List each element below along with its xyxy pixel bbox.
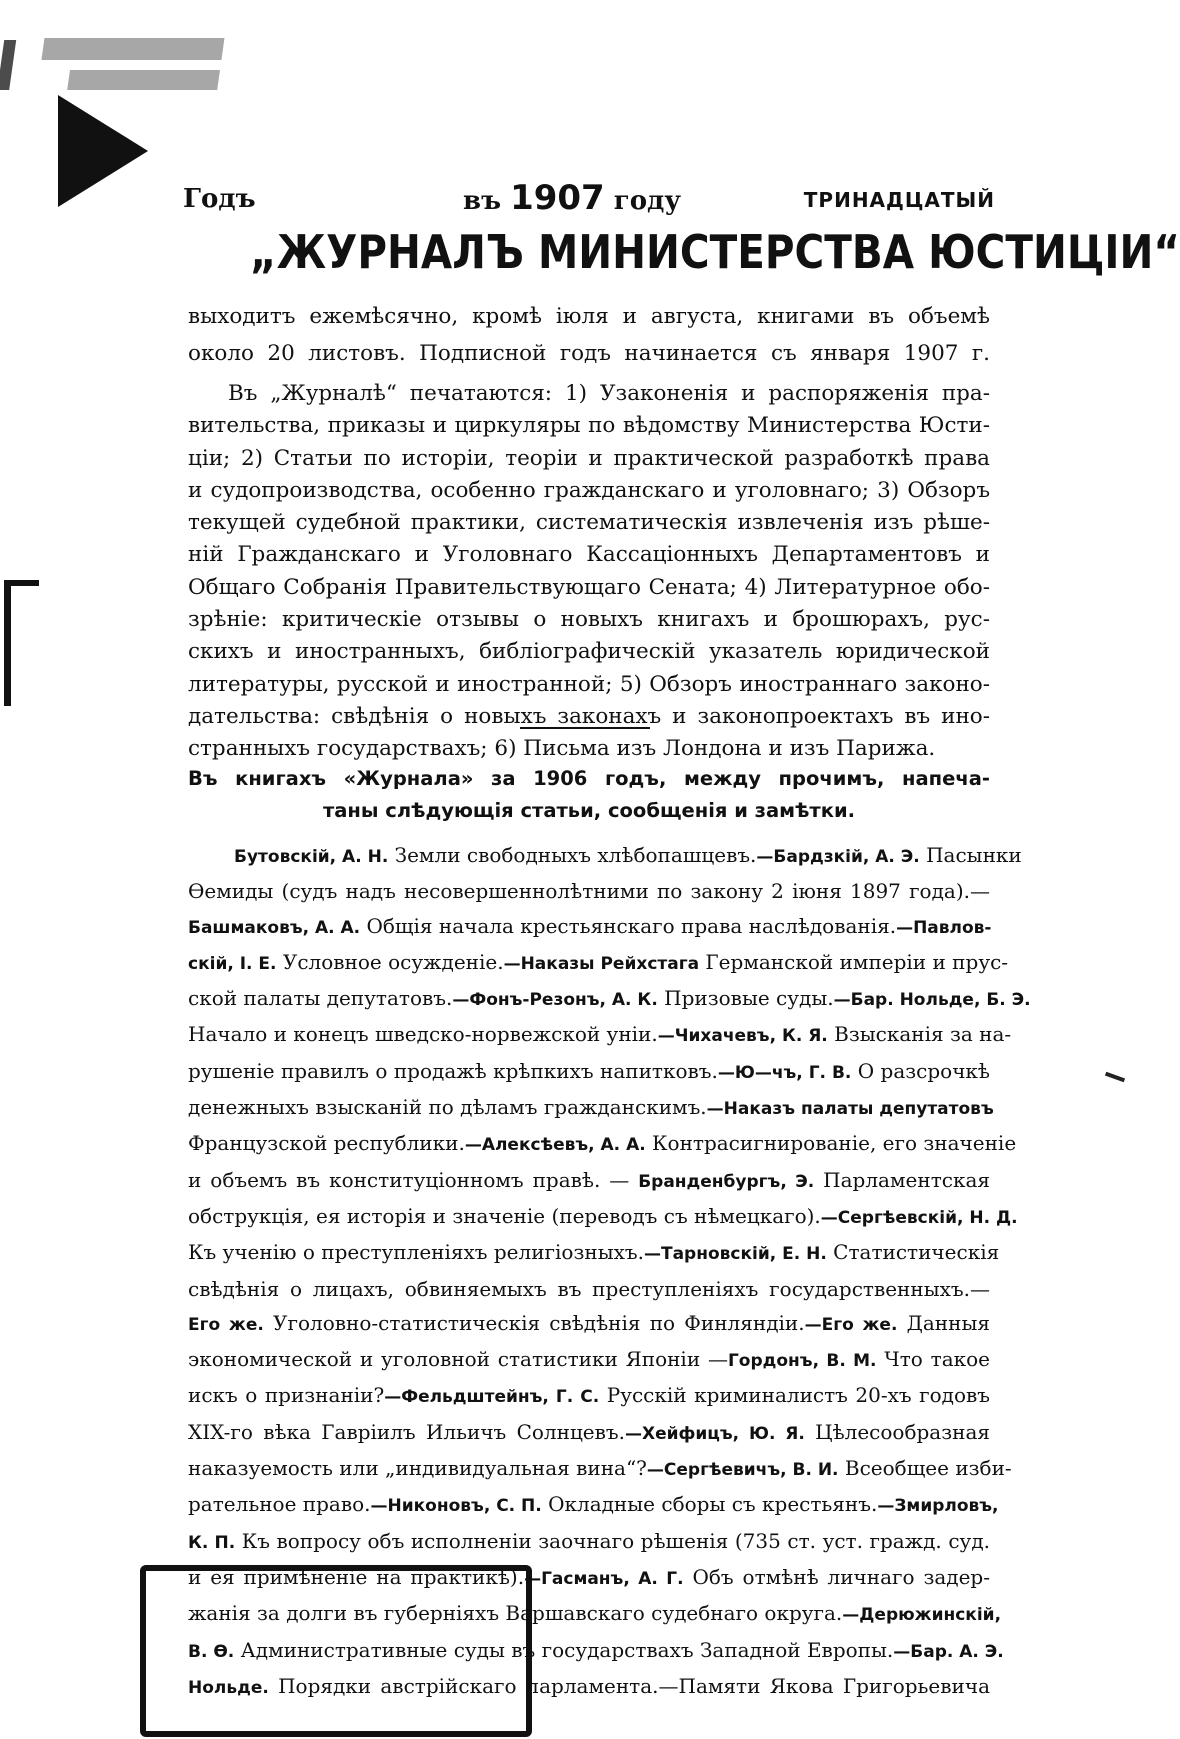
article-text: Всеобщее изби-	[838, 1456, 1012, 1481]
article-author: Гордонъ, В. М.	[727, 1351, 877, 1372]
article-text: и объемъ въ конституціонномъ правѣ. —	[188, 1167, 639, 1192]
article-text: рательное право.	[188, 1492, 371, 1517]
contents-line: скихъ и иностранныхъ, библіографическій указатель юридической	[188, 639, 990, 665]
article-line	[188, 1306, 990, 1342]
article-line	[188, 1163, 990, 1199]
header-year-number: 1907	[510, 178, 605, 218]
article-author: —Тарновскій, Е. Н.	[643, 1244, 827, 1265]
article-text: Цѣлесообразная	[804, 1419, 990, 1444]
article-text: Французской республики.	[188, 1131, 465, 1156]
article-line	[188, 945, 1009, 981]
article-text: Русскій криминалистъ 20-хъ годовъ	[599, 1383, 990, 1408]
article-line	[188, 838, 1022, 874]
article-text: Окладные сборы съ крестьянъ.	[541, 1492, 878, 1517]
article-line	[188, 1054, 990, 1090]
article-text: Условное осужденіе.	[276, 949, 504, 974]
article-text: Призовые суды.	[657, 986, 834, 1011]
article-text: экономической и уголовной статистики Японіи —	[188, 1347, 728, 1372]
article-text: Контрасигнированіе, его значеніе	[645, 1131, 1017, 1156]
article-author: —Павлов-	[896, 917, 992, 938]
article-text: Общія начала крестьянскаго права наслѣдованія.	[360, 913, 897, 938]
article-text: Уголовно-статистическія свѣдѣнія по Финляндіи.	[263, 1310, 805, 1335]
journal-title: „ЖУРНАЛЪ МИНИСТЕРСТВА ЮСТИЦІИ“	[250, 225, 1180, 279]
header-ordinal: ТРИНАДЦАТЫЙ	[803, 188, 995, 212]
article-text: Пасынки	[919, 843, 1022, 867]
article-line	[188, 1415, 990, 1451]
article-text: Данныя	[897, 1310, 991, 1335]
section-heading-line: Въ книгахъ «Журнала» за 1906 годъ, между прочимъ, напеча-	[188, 767, 990, 790]
article-author: —Ю—чъ, Г. В.	[717, 1062, 852, 1083]
article-line	[188, 1487, 999, 1523]
article-author: —Хейфицъ, Ю. Я.	[624, 1423, 805, 1444]
contents-line: текущей судебной практики, систематическія извлеченія изъ рѣше-	[188, 510, 990, 536]
article-author: —Его же.	[804, 1314, 898, 1335]
article-text: и ея примѣненіе на практикѣ).	[188, 1564, 525, 1589]
article-text: XIX-го вѣка Гаврiилъ Ильичъ Солнцевъ.	[188, 1419, 625, 1444]
article-text: Объ отмѣнѣ личнаго задер-	[683, 1564, 990, 1589]
section-heading	[188, 763, 990, 827]
article-author: —Алексѣевъ, А. А.	[464, 1135, 646, 1156]
article-author: Его же.	[188, 1314, 264, 1335]
article-author: Бутовскій, А. Н.	[234, 847, 389, 867]
article-author: —Гасманъ, А. Г.	[524, 1568, 684, 1589]
header-year	[463, 178, 681, 218]
article-line	[188, 1451, 1012, 1487]
article-text: наказуемость или „индивидуальная вина“?	[188, 1456, 647, 1481]
article-author: —Фельдштейнъ, Г. С.	[384, 1387, 600, 1408]
article-text: Начало и конецъ шведско-норвежской уніи.	[188, 1022, 658, 1047]
article-line	[188, 1669, 990, 1705]
article-text: Өемиды (судъ надъ несовершеннолѣтними по закону 2 іюня 1897 года).—	[188, 879, 990, 904]
article-text: искъ о признаніи?	[188, 1383, 385, 1408]
article-line	[188, 1560, 990, 1596]
article-line	[188, 1272, 990, 1306]
article-text: рушеніе правилъ о продажѣ крѣпкихъ напитковъ.	[188, 1058, 718, 1083]
section-heading-line: таны слѣдующія статьи, сообщенія и замѣтки.	[322, 799, 856, 822]
article-line	[188, 1199, 1018, 1235]
article-text: О разсрочкѣ	[851, 1058, 990, 1083]
intro-line: около 20 листовъ. Подписной годъ начинается съ января 1907 г.	[188, 341, 990, 366]
article-author: Башмаковъ, А. А.	[188, 917, 361, 938]
article-author: —Бар. А. Э.	[893, 1641, 1004, 1662]
section-divider	[520, 727, 650, 729]
article-author: —Чихачевъ, К. Я.	[657, 1026, 828, 1047]
article-line	[188, 1524, 990, 1560]
article-text: жанія за долги въ губерніяхъ Варшавскаго судебнаго округа.	[188, 1601, 843, 1626]
article-text: денежныхъ взысканій по дѣламъ гражданскимъ.	[188, 1095, 707, 1120]
article-text: Земли свободныхъ хлѣбопашцевъ.	[388, 843, 757, 867]
header-year-label: Годъ	[183, 184, 256, 214]
article-author: —Бар. Нольде, Б. Э.	[833, 990, 1031, 1011]
contents-line: ціи; 2) Статьи по исторіи, теоріи и практической разработкѣ права	[188, 445, 990, 471]
header-row	[183, 178, 995, 222]
article-author: —Дерюжинскій,	[842, 1605, 1002, 1626]
article-text: ской палаты депутатовъ.	[188, 986, 453, 1011]
intro-paragraph	[188, 298, 990, 372]
contents-line: зрѣніе: критическіе отзывы о новыхъ книгахъ и брошюрахъ, рус-	[188, 607, 990, 633]
article-text: свѣдѣнія о лицахъ, обвиняемыхъ въ преступленіяхъ государственныхъ.—	[188, 1276, 990, 1301]
article-author: скій, І. Е.	[188, 953, 277, 974]
intro-line: выходитъ ежемѣсячно, кромѣ іюля и августа, книгами въ объемѣ	[188, 304, 990, 329]
article-text: Парламентская	[814, 1167, 991, 1192]
article-line	[188, 1017, 1012, 1053]
article-author: —Фонъ-Резонъ, А. К.	[452, 990, 658, 1011]
articles-list	[188, 838, 1031, 1705]
contents-line: странныхъ государствахъ; 6) Письма изъ Лондона и изъ Парижа.	[188, 736, 936, 762]
article-author: —Наказы Рейхстага	[503, 953, 700, 974]
article-text: Взысканія за на-	[827, 1022, 1012, 1047]
article-line	[188, 909, 990, 945]
article-author: К. П.	[188, 1532, 236, 1553]
contents-line: дательства: свѣдѣнія о новыхъ законахъ и законопроектахъ въ ино-	[188, 703, 990, 729]
article-author: —Сергѣевскій, Н. Д.	[820, 1207, 1018, 1228]
contents-line: литературы, русской и иностранной; 5) Обзоръ иностраннаго законо-	[188, 671, 990, 697]
article-author: —Никоновъ, С. П.	[370, 1496, 542, 1517]
article-text: Порядки австрійскаго парламента.—Памяти Якова Григорьевича	[268, 1673, 990, 1698]
corner-wedge-mark	[58, 95, 148, 207]
article-line	[188, 874, 990, 908]
contents-line: Общаго Собранія Правительствующаго Сената; 4) Литературное обо-	[188, 574, 990, 600]
article-text: Къ ученію о преступленіяхъ религіозныхъ.	[188, 1240, 644, 1265]
article-text: обструкція, ея исторія и значеніе (переводъ съ нѣмецкаго).	[188, 1203, 821, 1228]
article-line	[188, 1090, 994, 1126]
header-year-prefix: въ	[463, 186, 502, 216]
contents-line: ній Гражданскаго и Уголовнаго Кассаціонныхъ Департаментовъ и	[188, 542, 990, 568]
article-line	[188, 1378, 990, 1414]
article-author: —Наказъ палаты депутатовъ	[706, 1099, 994, 1120]
article-text: Германской имперіи и прус-	[699, 949, 1009, 974]
article-author: —Бардзкій, А. Э.	[756, 847, 920, 867]
right-edge-mark	[1105, 1072, 1125, 1083]
article-author: —Сергѣевичъ, В. И.	[646, 1460, 839, 1481]
contents-line: и судопроизводства, особенно гражданскаго и уголовнаго; 3) Обзоръ	[188, 477, 990, 503]
header-year-suffix: году	[613, 186, 682, 216]
article-author: Бранденбургъ, Э.	[638, 1171, 815, 1192]
contents-line: вительства, приказы и циркуляры по вѣдомству Министерства Юсти-	[188, 413, 990, 439]
article-author: Нольде.	[188, 1677, 269, 1698]
contents-paragraph	[188, 378, 990, 766]
article-text: Что такое	[876, 1347, 990, 1372]
article-line	[188, 1342, 990, 1378]
article-line	[188, 1126, 1017, 1162]
article-line	[188, 1596, 1002, 1632]
article-line	[188, 1633, 1004, 1669]
article-text: Къ вопросу объ исполненіи заочнаго рѣшенія (735 ст. уст. гражд. суд.	[235, 1528, 990, 1553]
article-text: Статистическія	[826, 1240, 1000, 1265]
article-author: —Змирловъ,	[877, 1496, 999, 1517]
article-line	[188, 981, 1031, 1017]
article-text: Административные суды въ государствахъ Западной Европы.	[234, 1637, 894, 1662]
article-author: В. Ө.	[188, 1641, 235, 1662]
left-margin-bracket	[4, 580, 39, 706]
article-line	[188, 1235, 1000, 1271]
contents-line: Въ „Журналѣ“ печатаются: 1) Узаконенія и распоряженія пра-	[228, 381, 990, 406]
